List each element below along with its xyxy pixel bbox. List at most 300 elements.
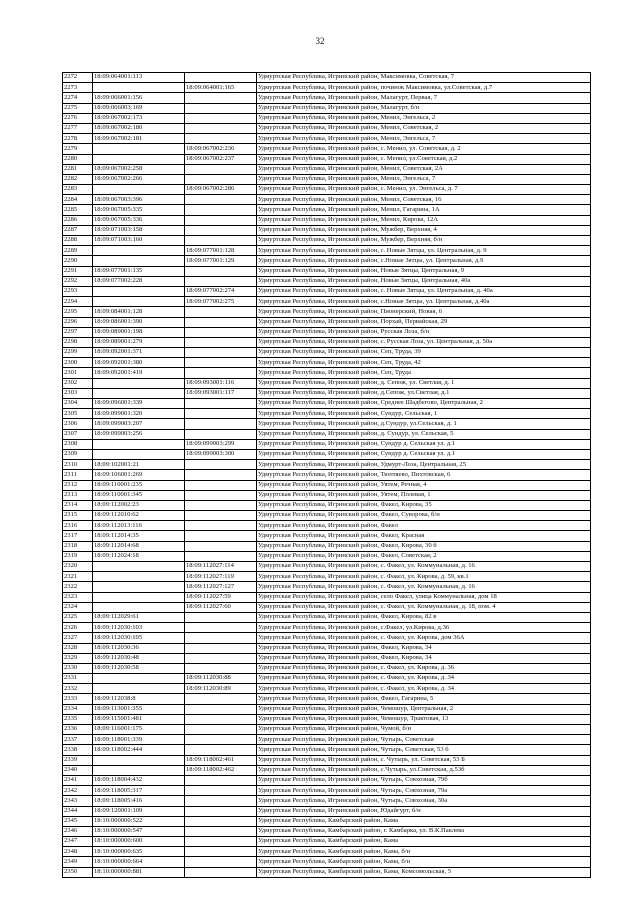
building-cadastral-number-cell — [185, 236, 257, 246]
building-cadastral-number-cell — [185, 857, 257, 867]
address-cell: Удмуртская Республика, Игринский район, Сеп, Труда, 39 — [257, 348, 591, 358]
land-cadastral-number-cell: 18:09:077001:135 — [93, 266, 185, 276]
address-cell: Удмуртская Республика, Игринский район, Менил, Советская, 2А — [257, 164, 591, 174]
building-cadastral-number-cell — [185, 429, 257, 439]
table-row — [63, 266, 591, 276]
land-cadastral-number-cell — [93, 83, 185, 93]
table-row — [63, 786, 591, 796]
land-cadastral-number-cell: 18:09:077002:228 — [93, 276, 185, 286]
row-number-cell: 2285 — [63, 205, 93, 215]
building-cadastral-number-cell — [185, 837, 257, 847]
table-row — [63, 755, 591, 765]
building-cadastral-number-cell — [185, 796, 257, 806]
building-cadastral-number-cell — [185, 775, 257, 785]
address-cell: Удмуртская Республика, Игринский район, починок Максимовка, ул.Советская, д.7 — [257, 83, 591, 93]
address-cell: Удмуртская Республика, Игринский район, с. Новые Зятцы, ул. Центральная, д. 9 — [257, 246, 591, 256]
row-number-cell: 2276 — [63, 113, 93, 123]
land-cadastral-number-cell: 18:09:112030:103 — [93, 623, 185, 633]
row-number-cell: 2295 — [63, 307, 93, 317]
land-cadastral-number-cell: 18:10:000000:547 — [93, 826, 185, 836]
land-cadastral-number-cell: 18:09:099001:320 — [93, 409, 185, 419]
row-number-cell: 2314 — [63, 500, 93, 510]
building-cadastral-number-cell: 18:09:064001:165 — [185, 83, 257, 93]
row-number-cell: 2345 — [63, 816, 93, 826]
building-cadastral-number-cell: 18:09:099003:300 — [185, 449, 257, 459]
row-number-cell: 2343 — [63, 796, 93, 806]
building-cadastral-number-cell: 18:09:112027:59 — [185, 592, 257, 602]
table-row — [63, 643, 591, 653]
land-cadastral-number-cell: 18:09:112030:58 — [93, 663, 185, 673]
land-cadastral-number-cell — [93, 449, 185, 459]
building-cadastral-number-cell — [185, 215, 257, 225]
table-row — [63, 521, 591, 531]
land-cadastral-number-cell: 18:09:092001:371 — [93, 348, 185, 358]
land-cadastral-number-cell: 18:09:112030:36 — [93, 643, 185, 653]
address-cell: Удмуртская Республика, Игринский район, с. Факел, ул. Кирова, дом 36А — [257, 633, 591, 643]
row-number-cell: 2326 — [63, 623, 93, 633]
building-cadastral-number-cell: 18:09:093001:117 — [185, 388, 257, 398]
address-cell: Удмуртская Республика, Игринский район, Малагурт, б/н — [257, 103, 591, 113]
building-cadastral-number-cell — [185, 327, 257, 337]
row-number-cell: 2318 — [63, 541, 93, 551]
address-cell: Удмуртская Республика, Игринский район, Чутырь, Совхозная, 30а — [257, 796, 591, 806]
row-number-cell: 2282 — [63, 174, 93, 184]
land-cadastral-number-cell — [93, 674, 185, 684]
row-number-cell: 2286 — [63, 215, 93, 225]
building-cadastral-number-cell — [185, 704, 257, 714]
table-row — [63, 256, 591, 266]
land-cadastral-number-cell: 18:09:066003:169 — [93, 103, 185, 113]
land-cadastral-number-cell — [93, 582, 185, 592]
address-cell: Удмуртская Республика, Игринский район, Малагурт, Первая, 7 — [257, 93, 591, 103]
row-number-cell: 2350 — [63, 867, 93, 877]
land-cadastral-number-cell: 18:09:099003:207 — [93, 419, 185, 429]
table-row — [63, 806, 591, 816]
building-cadastral-number-cell — [185, 867, 257, 877]
land-cadastral-number-cell — [93, 286, 185, 296]
address-cell: Удмуртская Республика, Игринский район, Менил, Гагарина, 1А — [257, 205, 591, 215]
address-cell: Удмуртская Республика, Игринский район, Менил, Советская, 2 — [257, 123, 591, 133]
address-cell: Удмуртская Республика, Игринский район, Менил, Кирова, 12А — [257, 215, 591, 225]
land-cadastral-number-cell: 18:09:112014:35 — [93, 531, 185, 541]
address-cell: Удмуртская Республика, Игринский район, Сеп, Труда — [257, 368, 591, 378]
address-cell: Удмуртская Республика, Камбарский район, Кама, б/н — [257, 857, 591, 867]
building-cadastral-number-cell — [185, 195, 257, 205]
row-number-cell: 2306 — [63, 419, 93, 429]
address-cell: Удмуртская Республика, Игринский район, д.Сепож, ул.Светлая, д.1 — [257, 388, 591, 398]
building-cadastral-number-cell — [185, 735, 257, 745]
row-number-cell: 2310 — [63, 460, 93, 470]
table-row — [63, 867, 591, 877]
address-cell: Удмуртская Республика, Игринский район, Чемошур, Центральная, 2 — [257, 704, 591, 714]
address-cell: Удмуртская Республика, Игринский район, Уятем, Речная, 4 — [257, 480, 591, 490]
address-cell: Удмуртская Республика, Игринский район, с. Факел, ул. Кирова, д. 36 — [257, 663, 591, 673]
building-cadastral-number-cell — [185, 174, 257, 184]
land-cadastral-number-cell: 18:09:089001:198 — [93, 327, 185, 337]
row-number-cell: 2292 — [63, 276, 93, 286]
table-row — [63, 633, 591, 643]
table-row — [63, 572, 591, 582]
land-cadastral-number-cell: 18:09:112038:8 — [93, 694, 185, 704]
address-cell: Удмуртская Республика, Игринский район, Факел, Кирова, 34 — [257, 653, 591, 663]
building-cadastral-number-cell: 18:09:112027:127 — [185, 582, 257, 592]
building-cadastral-number-cell — [185, 164, 257, 174]
building-cadastral-number-cell — [185, 113, 257, 123]
row-number-cell: 2349 — [63, 857, 93, 867]
building-cadastral-number-cell — [185, 368, 257, 378]
table-row — [63, 83, 591, 93]
building-cadastral-number-cell: 18:09:067002:286 — [185, 185, 257, 195]
building-cadastral-number-cell — [185, 531, 257, 541]
land-cadastral-number-cell: 18:09:099003:256 — [93, 429, 185, 439]
land-cadastral-number-cell: 18:10:000000:600 — [93, 837, 185, 847]
address-cell: Удмуртская Республика, Игринский район, Факел — [257, 521, 591, 531]
table-row — [63, 388, 591, 398]
address-cell: Удмуртская Республика, Игринский район, с.Новые Зятцы, ул. Центральная, д.9 — [257, 256, 591, 266]
table-row — [63, 684, 591, 694]
table-row — [63, 297, 591, 307]
row-number-cell: 2337 — [63, 735, 93, 745]
table-row — [63, 419, 591, 429]
land-cadastral-number-cell: 18:09:112029:61 — [93, 612, 185, 622]
address-cell: Удмуртская Республика, Игринский район, Менил, Советская, 16 — [257, 195, 591, 205]
row-number-cell: 2321 — [63, 572, 93, 582]
building-cadastral-number-cell: 18:09:112027:114 — [185, 562, 257, 572]
land-cadastral-number-cell: 18:09:118002:444 — [93, 745, 185, 755]
address-cell: Удмуртская Республика, Игринский район, Среднее Шадбегово, Центральная, 2 — [257, 399, 591, 409]
land-cadastral-number-cell: 18:09:071003:158 — [93, 225, 185, 235]
address-cell: Удмуртская Республика, Камбарский район, Кама, Комсомольская, 5 — [257, 867, 591, 877]
table-row — [63, 796, 591, 806]
table-row — [63, 154, 591, 164]
building-cadastral-number-cell — [185, 225, 257, 235]
table-row — [63, 775, 591, 785]
building-cadastral-number-cell — [185, 541, 257, 551]
address-cell: Удмуртская Республика, Игринский район, Факел, Красная — [257, 531, 591, 541]
row-number-cell: 2294 — [63, 297, 93, 307]
land-cadastral-number-cell: 18:09:106001:269 — [93, 470, 185, 480]
address-cell: Удмуртская Республика, Игринский район, Менил, Энгельса, 2 — [257, 113, 591, 123]
row-number-cell: 2329 — [63, 653, 93, 663]
land-cadastral-number-cell: 18:09:113001:355 — [93, 704, 185, 714]
building-cadastral-number-cell: 18:09:067002:236 — [185, 144, 257, 154]
row-number-cell: 2331 — [63, 674, 93, 684]
land-cadastral-number-cell: 18:09:112030:105 — [93, 633, 185, 643]
address-cell: Удмуртская Республика, Игринский район, Сундур, Сельская, 1 — [257, 409, 591, 419]
building-cadastral-number-cell — [185, 93, 257, 103]
land-cadastral-number-cell: 18:09:110001:345 — [93, 490, 185, 500]
land-cadastral-number-cell: 18:09:112014:68 — [93, 541, 185, 551]
land-cadastral-number-cell: 18:09:066001:156 — [93, 93, 185, 103]
table-row — [63, 551, 591, 561]
land-cadastral-number-cell — [93, 378, 185, 388]
table-row — [63, 582, 591, 592]
row-number-cell: 2328 — [63, 643, 93, 653]
address-cell: Удмуртская Республика, Игринский район, Юдайгурт, б/н — [257, 806, 591, 816]
building-cadastral-number-cell — [185, 470, 257, 480]
building-cadastral-number-cell: 18:09:077001:129 — [185, 256, 257, 266]
row-number-cell: 2297 — [63, 327, 93, 337]
building-cadastral-number-cell — [185, 725, 257, 735]
building-cadastral-number-cell: 18:09:112027:119 — [185, 572, 257, 582]
building-cadastral-number-cell — [185, 786, 257, 796]
building-cadastral-number-cell — [185, 816, 257, 826]
building-cadastral-number-cell: 18:09:077002:275 — [185, 297, 257, 307]
address-cell: Удмуртская Республика, Игринский район, с. Чутырь, ул. Советская, 53 Б — [257, 755, 591, 765]
building-cadastral-number-cell — [185, 490, 257, 500]
address-cell: Удмуртская Республика, Игринский район, Менил, Энгельса, 7 — [257, 174, 591, 184]
address-cell: Удмуртская Республика, Игринский район, Факел, Кирова, 30 б — [257, 541, 591, 551]
table-row — [63, 470, 591, 480]
building-cadastral-number-cell — [185, 521, 257, 531]
building-cadastral-number-cell: 18:09:099003:299 — [185, 439, 257, 449]
table-row — [63, 164, 591, 174]
address-cell: Удмуртская Республика, Игринский район, с. Факел, ул. Коммунальная, д. 18, пом. 4 — [257, 602, 591, 612]
table-row — [63, 123, 591, 133]
land-cadastral-number-cell: 18:09:067002:173 — [93, 113, 185, 123]
table-row — [63, 714, 591, 724]
address-cell: Удмуртская Республика, Игринский район, Факел, Кирова, 34 — [257, 643, 591, 653]
table-row — [63, 765, 591, 775]
land-cadastral-number-cell — [93, 602, 185, 612]
land-cadastral-number-cell: 18:09:096001:339 — [93, 399, 185, 409]
row-number-cell: 2280 — [63, 154, 93, 164]
table-row — [63, 704, 591, 714]
building-cadastral-number-cell — [185, 745, 257, 755]
table-row — [63, 511, 591, 521]
land-cadastral-number-cell: 18:09:067002:258 — [93, 164, 185, 174]
row-number-cell: 2303 — [63, 388, 93, 398]
table-row — [63, 144, 591, 154]
table-row — [63, 317, 591, 327]
row-number-cell: 2344 — [63, 806, 93, 816]
building-cadastral-number-cell: 18:09:112030:89 — [185, 684, 257, 694]
address-cell: Удмуртская Республика, Игринский район, Чумой, б/н — [257, 725, 591, 735]
table-row — [63, 73, 591, 83]
address-cell: Удмуртская Республика, Игринский район, Мужбер, Верхняя, б/н — [257, 236, 591, 246]
address-cell: Удмуртская Республика, Игринский район, Сеп, Труда, 42 — [257, 358, 591, 368]
table-row — [63, 195, 591, 205]
building-cadastral-number-cell — [185, 551, 257, 561]
row-number-cell: 2278 — [63, 134, 93, 144]
address-cell: Удмуртская Республика, Игринский район, д. Сундур, ул. Сельская, 5 — [257, 429, 591, 439]
address-cell: Удмуртская Республика, Игринский район, Пионерский, Новая, 6 — [257, 307, 591, 317]
building-cadastral-number-cell — [185, 205, 257, 215]
address-cell: Удмуртская Республика, Игринский район, с. Менил, ул. Советская, д. 2 — [257, 144, 591, 154]
table-row — [63, 429, 591, 439]
land-cadastral-number-cell: 18:09:092001:419 — [93, 368, 185, 378]
table-row — [63, 174, 591, 184]
table-row — [63, 847, 591, 857]
address-cell: Удмуртская Республика, Игринский район, с.Новые Зятцы, ул. Центральная, д.40а — [257, 297, 591, 307]
table-row — [63, 134, 591, 144]
row-number-cell: 2332 — [63, 684, 93, 694]
row-number-cell: 2298 — [63, 337, 93, 347]
land-cadastral-number-cell — [93, 765, 185, 775]
land-cadastral-number-cell: 18:10:000000:635 — [93, 847, 185, 857]
address-cell: Удмуртская Республика, Игринский район, Чутырь, Совхозная, 79а — [257, 786, 591, 796]
table-row — [63, 246, 591, 256]
land-cadastral-number-cell: 18:09:086001:390 — [93, 317, 185, 327]
land-cadastral-number-cell: 18:09:118005:317 — [93, 786, 185, 796]
land-cadastral-number-cell — [93, 154, 185, 164]
building-cadastral-number-cell — [185, 826, 257, 836]
row-number-cell: 2304 — [63, 399, 93, 409]
land-cadastral-number-cell — [93, 572, 185, 582]
building-cadastral-number-cell — [185, 123, 257, 133]
land-cadastral-number-cell — [93, 388, 185, 398]
land-cadastral-number-cell: 18:09:067002:266 — [93, 174, 185, 184]
row-number-cell: 2302 — [63, 378, 93, 388]
table-row — [63, 368, 591, 378]
building-cadastral-number-cell — [185, 460, 257, 470]
row-number-cell: 2307 — [63, 429, 93, 439]
table-row — [63, 602, 591, 612]
table-row — [63, 378, 591, 388]
table-row — [63, 276, 591, 286]
table-row — [63, 225, 591, 235]
table-row — [63, 663, 591, 673]
row-number-cell: 2275 — [63, 103, 93, 113]
land-cadastral-number-cell: 18:09:112030:48 — [93, 653, 185, 663]
page-number: 32 — [315, 36, 325, 46]
row-number-cell: 2311 — [63, 470, 93, 480]
address-cell: Удмуртская Республика, Игринский район, Менил, Энгельса, 7 — [257, 134, 591, 144]
table-row — [63, 93, 591, 103]
address-cell: Удмуртская Республика, Игринский район, с. Новые Зятцы, ул. Центральная, д. 40а — [257, 286, 591, 296]
row-number-cell: 2309 — [63, 449, 93, 459]
address-cell: Удмуртская Республика, Игринский район, Чутырь, Совхозная, 79б — [257, 775, 591, 785]
address-cell: Удмуртская Республика, Игринский район, Русская Лоза, б/н — [257, 327, 591, 337]
row-number-cell: 2281 — [63, 164, 93, 174]
registry-table — [62, 72, 591, 878]
row-number-cell: 2327 — [63, 633, 93, 643]
row-number-cell: 2339 — [63, 755, 93, 765]
row-number-cell: 2334 — [63, 704, 93, 714]
address-cell: Удмуртская Республика, Игринский район, с. Факел, ул. Коммунальная, д. 16 — [257, 562, 591, 572]
building-cadastral-number-cell — [185, 134, 257, 144]
address-cell: Удмуртская Республика, Игринский район, с. Русская Лоза, ул. Центральная, д. 50а — [257, 337, 591, 347]
building-cadastral-number-cell — [185, 633, 257, 643]
land-cadastral-number-cell: 18:09:067002:180 — [93, 123, 185, 133]
building-cadastral-number-cell — [185, 612, 257, 622]
land-cadastral-number-cell: 18:09:115001:481 — [93, 714, 185, 724]
building-cadastral-number-cell — [185, 663, 257, 673]
address-cell: Удмуртская Республика, Камбарский район, Кама, б/н — [257, 847, 591, 857]
building-cadastral-number-cell: 18:09:077001:128 — [185, 246, 257, 256]
address-cell: Удмуртская Республика, Игринский район, Факел, Кирова, 35 — [257, 500, 591, 510]
building-cadastral-number-cell — [185, 337, 257, 347]
row-number-cell: 2274 — [63, 93, 93, 103]
row-number-cell: 2342 — [63, 786, 93, 796]
row-number-cell: 2315 — [63, 511, 93, 521]
row-number-cell: 2346 — [63, 826, 93, 836]
table-row — [63, 439, 591, 449]
building-cadastral-number-cell: 18:09:077002:274 — [185, 286, 257, 296]
table-row — [63, 531, 591, 541]
table-row — [63, 837, 591, 847]
address-cell: Удмуртская Республика, Игринский район, Факел, Кирова, 82 в — [257, 612, 591, 622]
table-row — [63, 205, 591, 215]
land-cadastral-number-cell: 18:09:112013:116 — [93, 521, 185, 531]
address-cell: Удмуртская Республика, Игринский район, Максимовка, Советская, 7 — [257, 73, 591, 83]
row-number-cell: 2335 — [63, 714, 93, 724]
table-row — [63, 826, 591, 836]
table-row — [63, 735, 591, 745]
table-row — [63, 409, 591, 419]
land-cadastral-number-cell: 18:09:118001:339 — [93, 735, 185, 745]
address-cell: Удмуртская Республика, Игринский район, с. Факел, ул. Кирова, д. 34 — [257, 684, 591, 694]
building-cadastral-number-cell — [185, 409, 257, 419]
land-cadastral-number-cell — [93, 256, 185, 266]
building-cadastral-number-cell — [185, 419, 257, 429]
land-cadastral-number-cell: 18:10:000000:881 — [93, 867, 185, 877]
row-number-cell: 2293 — [63, 286, 93, 296]
address-cell: Удмуртская Республика, Игринский район, Сундур д. Сельская ул. д.1 — [257, 439, 591, 449]
building-cadastral-number-cell — [185, 643, 257, 653]
table-row — [63, 307, 591, 317]
land-cadastral-number-cell: 18:09:118004:432 — [93, 775, 185, 785]
land-cadastral-number-cell: 18:09:067002:181 — [93, 134, 185, 144]
land-cadastral-number-cell: 18:10:000000:664 — [93, 857, 185, 867]
row-number-cell: 2322 — [63, 582, 93, 592]
building-cadastral-number-cell — [185, 266, 257, 276]
table-row — [63, 725, 591, 735]
address-cell: Удмуртская Республика, Игринский район, Факел, Советская, 2 — [257, 551, 591, 561]
row-number-cell: 2312 — [63, 480, 93, 490]
address-cell: Удмуртская Республика, Камбарский район, г. Камбарка, ул. В.К.Паклева — [257, 826, 591, 836]
row-number-cell: 2323 — [63, 592, 93, 602]
address-cell: Удмуртская Республика, Игринский район, Уятем, Полевая, 1 — [257, 490, 591, 500]
address-cell: Удмуртская Республика, Игринский район, Сундур д. Сельская ул. д.1 — [257, 449, 591, 459]
address-cell: Удмуртская Республика, Игринский район, Порхай, Первайская, 29 — [257, 317, 591, 327]
building-cadastral-number-cell: 18:09:118002:461 — [185, 755, 257, 765]
table-row — [63, 460, 591, 470]
address-cell: Удмуртская Республика, Игринский район, с. Факел, ул. Коммунальная, д. 16 — [257, 582, 591, 592]
registry-table-body — [63, 73, 591, 878]
table-row — [63, 480, 591, 490]
land-cadastral-number-cell: 18:09:116001:175 — [93, 725, 185, 735]
building-cadastral-number-cell: 18:09:112030:88 — [185, 674, 257, 684]
building-cadastral-number-cell — [185, 623, 257, 633]
table-row — [63, 562, 591, 572]
row-number-cell: 2289 — [63, 246, 93, 256]
land-cadastral-number-cell — [93, 684, 185, 694]
table-row — [63, 674, 591, 684]
building-cadastral-number-cell — [185, 73, 257, 83]
land-cadastral-number-cell: 18:09:102001:21 — [93, 460, 185, 470]
building-cadastral-number-cell — [185, 806, 257, 816]
table-row — [63, 857, 591, 867]
table-row — [63, 337, 591, 347]
table-row — [63, 592, 591, 602]
land-cadastral-number-cell: 18:10:000000:522 — [93, 816, 185, 826]
row-number-cell: 2325 — [63, 612, 93, 622]
row-number-cell: 2284 — [63, 195, 93, 205]
row-number-cell: 2316 — [63, 521, 93, 531]
address-cell: Удмуртская Республика, Игринский район, Факел, Гагарина, 5 — [257, 694, 591, 704]
table-row — [63, 236, 591, 246]
land-cadastral-number-cell: 18:09:118005:416 — [93, 796, 185, 806]
table-row — [63, 623, 591, 633]
building-cadastral-number-cell — [185, 714, 257, 724]
land-cadastral-number-cell: 18:09:067005:335 — [93, 205, 185, 215]
land-cadastral-number-cell: 18:09:089001:279 — [93, 337, 185, 347]
land-cadastral-number-cell — [93, 755, 185, 765]
row-number-cell: 2290 — [63, 256, 93, 266]
building-cadastral-number-cell: 18:09:067002:237 — [185, 154, 257, 164]
address-cell: Удмуртская Республика, Игринский район, Новые Зятцы, Центральная, 40а — [257, 276, 591, 286]
